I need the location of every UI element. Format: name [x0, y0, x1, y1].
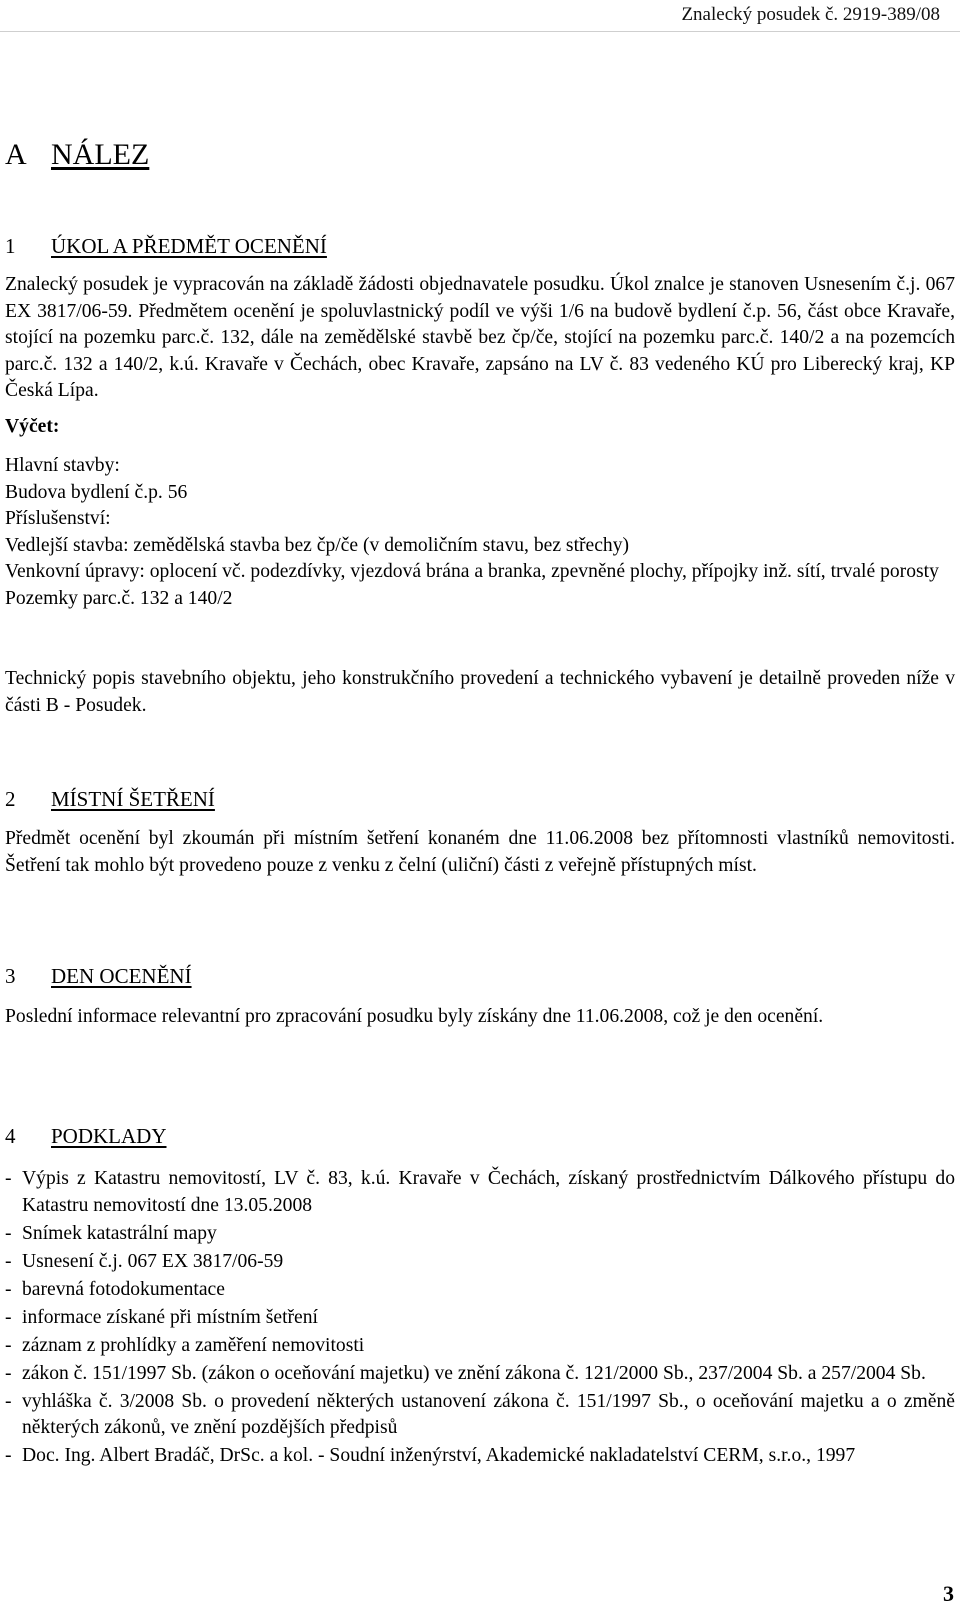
list-dash: -: [5, 1222, 12, 1244]
list-item-text: barevná fotodokumentace: [22, 1278, 225, 1300]
part-heading: [5, 138, 149, 172]
list-item-text: Výpis z Katastru nemovitostí, LV č. 83, k.ú. Kravaře v Čechách, získaný prostřednictvím Dálkového přístupu do Katastru nemovitostí dne 13.05.2008: [22, 1168, 955, 1216]
section-number: 4: [5, 1124, 16, 1148]
section-title: DEN OCENĚNÍ: [51, 964, 192, 988]
section-number: 2: [5, 787, 16, 811]
list-item-text: záznam z prohlídky a zaměření nemovitosti: [22, 1334, 365, 1356]
closing-paragraph: Technický popis stavebního objektu, jeho konstrukčního provedení a technického vybavení je detailně proveden níže v části B - Posudek.: [5, 668, 955, 716]
list-dash: -: [5, 1334, 12, 1356]
inventory-item: Příslušenství:: [5, 508, 111, 529]
section-ukol: [5, 232, 955, 260]
part-letter: A: [5, 138, 27, 171]
section-heading: [5, 785, 955, 813]
section-mistni-setreni: [5, 785, 955, 813]
inventory-item: Vedlejší stavba: zemědělská stavba bez čp/če (v demoličním stavu, bez střechy): [5, 534, 630, 556]
section-heading: [5, 232, 955, 260]
list-item: [5, 1221, 955, 1248]
part-title: NÁLEZ: [51, 138, 150, 171]
intro-paragraph: Znalecký posudek je vypracován na základě žádosti objednavatele posudku. Úkol znalce je stanoven Usnesením č.j. 067 EX 3817/06-59. Předmětem ocenění je spoluvlastnický podíl ve výši 1/6 na budově bydlení č.p. 56, část obce Kravaře, stojící na pozemku parc.č. 132, dále na zemědělské stavbě bez čp/če, stojící na pozemku parc.č. 140/2 a na pozemcích parc.č. 132 a 140/2, k.ú. Kravaře v Čechách, obec Kravaře, zapsáno na LV č. 83 vedeného KÚ pro Liberecký kraj, KP Česká Lípa.: [5, 274, 955, 402]
list-item-text: Doc. Ing. Albert Bradáč, DrSc. a kol. - Soudní inženýrství, Akademické nakladatelství CERM, s.r.o., 1997: [22, 1445, 856, 1466]
inventory-block: [5, 414, 955, 440]
list-item: [5, 1166, 955, 1219]
section-heading: [5, 1122, 955, 1150]
section-number: 3: [5, 964, 16, 988]
section-ukol-body: [5, 272, 955, 405]
inventory-item: Budova bydlení č.p. 56: [5, 481, 188, 503]
list-dash: -: [5, 1306, 12, 1328]
inventory-item: Venkovní úpravy: oplocení vč. podezdívky, vjezdová brána a branka, zpevněné plochy, přípojky inž. sítí, trvalé porosty: [5, 561, 939, 582]
inventory-label: Výčet:: [5, 416, 60, 437]
section-den-oceneni: [5, 962, 955, 990]
inventory-item: Pozemky parc.č. 132 a 140/2: [5, 587, 233, 609]
list-dash: -: [5, 1278, 12, 1300]
list-item: [5, 1443, 955, 1470]
list-item: [5, 1249, 955, 1276]
list-item-text: Usnesení č.j. 067 EX 3817/06-59: [22, 1250, 284, 1272]
list-item: [5, 1305, 955, 1332]
list-item-text: zákon č. 151/1997 Sb. (zákon o oceňování majetku) ve znění zákona č. 121/2000 Sb., 237/2004 Sb. a 257/2004 Sb.: [22, 1362, 926, 1384]
section-heading: [5, 962, 955, 990]
section-title: ÚKOL A PŘEDMĚT OCENĚNÍ: [51, 234, 327, 258]
section-number: 1: [5, 234, 16, 258]
inventory-list: [5, 453, 955, 612]
inventory-item: Hlavní stavby:: [5, 455, 120, 476]
list-item-text: Snímek katastrální mapy: [22, 1222, 217, 1244]
section-paragraph: Poslední informace relevantní pro zpracování posudku byly získány dne 11.06.2008, což je den ocenění.: [5, 1006, 824, 1027]
section-den-oceneni-body: [5, 1004, 955, 1031]
list-item-text: informace získané při místním šetření: [22, 1306, 318, 1328]
page-number: 3: [943, 1581, 954, 1606]
list-dash: -: [5, 1390, 12, 1412]
sources-list-block: [5, 1166, 955, 1471]
technical-note: [5, 666, 955, 719]
section-title: MÍSTNÍ ŠETŘENÍ: [51, 787, 215, 811]
section-title: PODKLADY: [51, 1124, 167, 1148]
list-dash: -: [5, 1250, 12, 1272]
list-item: [5, 1277, 955, 1304]
list-dash: -: [5, 1168, 12, 1189]
list-dash: -: [5, 1445, 12, 1466]
section-podklady: [5, 1122, 955, 1150]
list-item-text: vyhláška č. 3/2008 Sb. o provedení některých ustanovení zákona č. 151/1997 Sb., o oceňování majetku a o změně některých zákonů, ve znění pozdějších předpisů: [22, 1390, 955, 1438]
header-divider: [0, 31, 960, 32]
running-header: Znalecký posudek č. 2919-389/08: [681, 4, 940, 25]
list-dash: -: [5, 1362, 12, 1384]
section-mistni-setreni-body: [5, 826, 955, 879]
section-paragraph: Předmět ocenění byl zkoumán při místním šetření konaném dne 11.06.2008 bez přítomnosti vlastníků nemovitosti. Šetření tak mohlo být provedeno pouze z venku z čelní (uliční) části z veřejně přístupných míst.: [5, 828, 955, 876]
sources-list: [5, 1166, 955, 1470]
list-item: [5, 1389, 955, 1442]
list-item: [5, 1333, 955, 1360]
list-item: [5, 1361, 955, 1388]
